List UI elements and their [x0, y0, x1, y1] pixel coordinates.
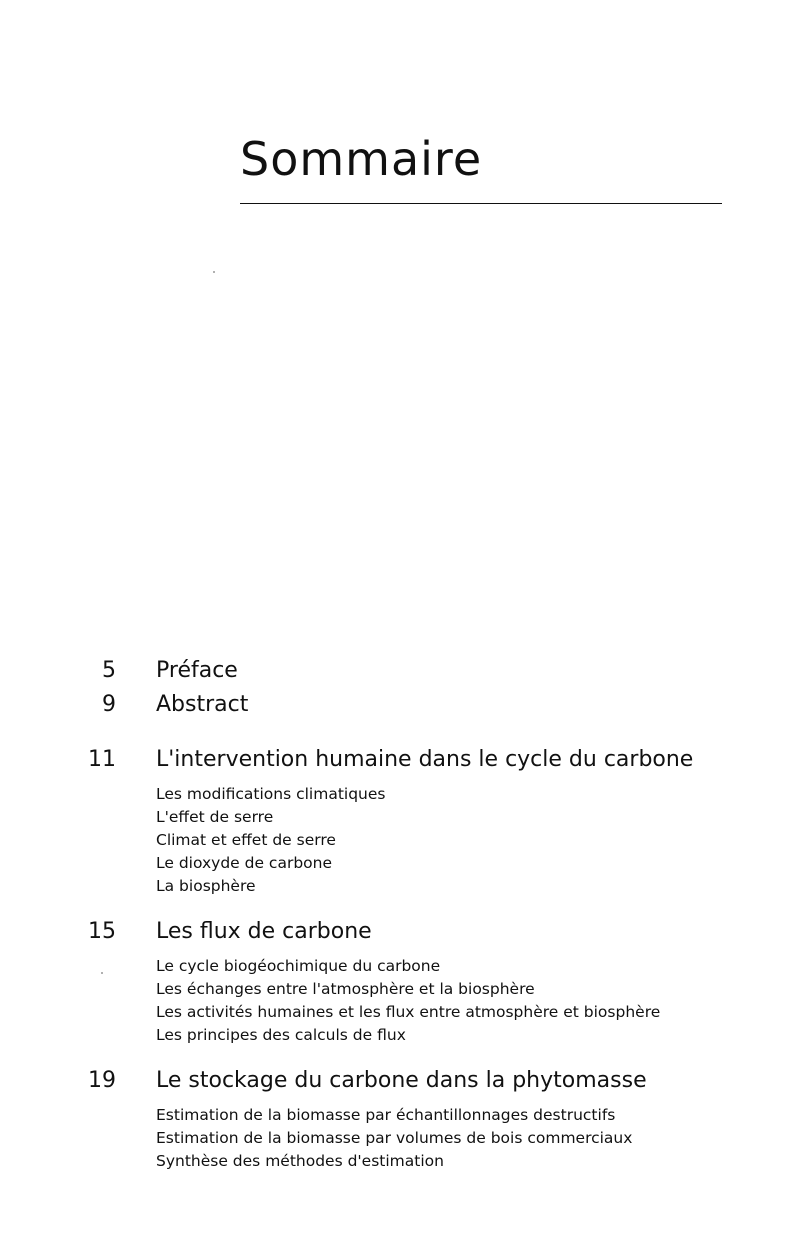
- toc-page-number: 15: [88, 919, 116, 944]
- toc-section[interactable]: Le dioxyde de carbone: [156, 854, 333, 872]
- toc-section[interactable]: Climat et effet de serre: [156, 831, 336, 849]
- toc-chapter[interactable]: [60, 747, 760, 898]
- scan-speck: [213, 271, 215, 273]
- page-title: Sommaire: [240, 132, 483, 186]
- toc-section[interactable]: Estimation de la biomasse par échantillonnages destructifs: [156, 1106, 616, 1124]
- toc-section-list: [156, 955, 760, 1047]
- toc-section[interactable]: Les principes des calculs de flux: [156, 1026, 406, 1044]
- title-rule: [240, 203, 722, 204]
- toc-section[interactable]: Les échanges entre l'atmosphère et la biosphère: [156, 980, 535, 998]
- toc-page-number: 5: [102, 658, 116, 683]
- toc-chapter-title: L'intervention humaine dans le cycle du carbone: [156, 747, 694, 772]
- toc-page-number: 19: [88, 1068, 116, 1093]
- toc-section[interactable]: Le cycle biogéochimique du carbone: [156, 957, 441, 975]
- toc-entry-title: Abstract: [156, 692, 249, 717]
- toc-entry-preface[interactable]: [60, 658, 760, 692]
- toc-section[interactable]: Synthèse des méthodes d'estimation: [156, 1152, 444, 1170]
- toc-section[interactable]: La biosphère: [156, 877, 256, 895]
- toc-section[interactable]: Les activités humaines et les flux entre atmosphère et biosphère: [156, 1003, 661, 1021]
- toc-chapter[interactable]: [60, 919, 760, 1047]
- toc-section-list: [156, 783, 760, 898]
- toc-section[interactable]: Estimation de la biomasse par volumes de bois commerciaux: [156, 1129, 633, 1147]
- toc-chapter-title: Les flux de carbone: [156, 919, 372, 944]
- toc-page-number: 11: [88, 747, 116, 772]
- toc-section-list: [156, 1104, 760, 1173]
- toc-page-number: 9: [102, 692, 116, 717]
- table-of-contents: [60, 658, 760, 1194]
- toc-section[interactable]: L'effet de serre: [156, 808, 274, 826]
- toc-section[interactable]: Les modifications climatiques: [156, 785, 386, 803]
- toc-entry-title: Préface: [156, 658, 238, 683]
- toc-chapter[interactable]: [60, 1068, 760, 1173]
- toc-chapter-title: Le stockage du carbone dans la phytomasse: [156, 1068, 647, 1093]
- toc-entry-abstract[interactable]: [60, 692, 760, 726]
